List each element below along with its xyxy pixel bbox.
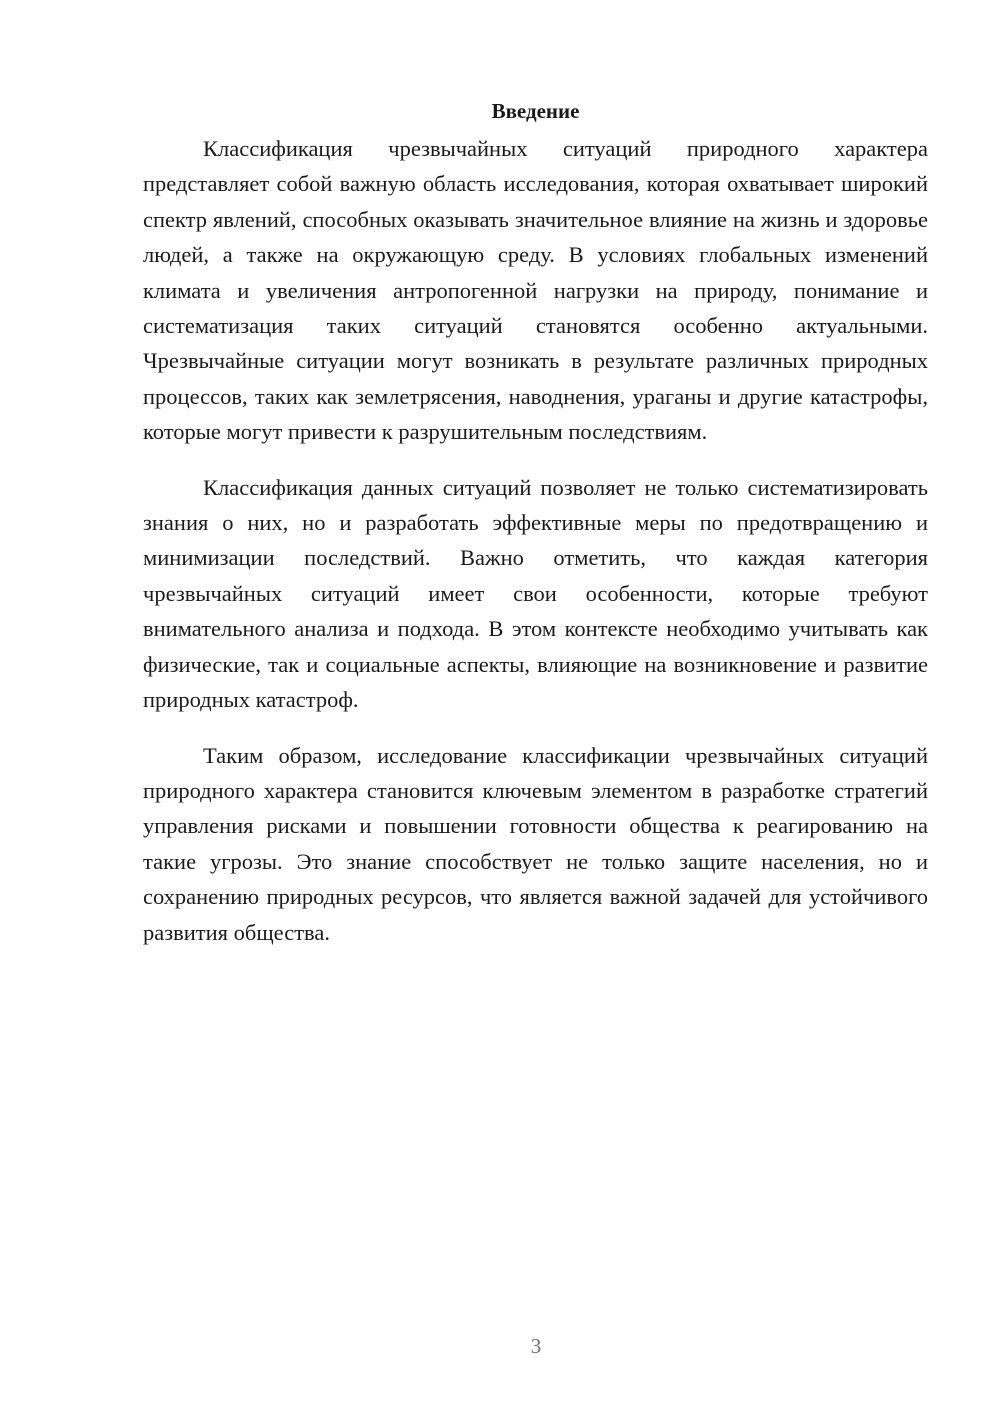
intro-paragraph-2: Классификация данных ситуаций позволяет не только систематизировать знания о них, но и разработать эффективные меры по предотвращению и минимизации последствий. Важно отметить, что каждая категория чрезвычайных ситуаций имеет свои особенности, которые требуют внимательного анализа и подхода. В этом контексте необходимо учитывать как физические, так и социальные аспекты, влияющие на возникновение и развитие природных катастроф. xyxy=(143,474,928,713)
intro-paragraph-1: Классификация чрезвычайных ситуаций природного характера представляет собой важную область исследования, которая охватывает широкий спектр явлений, способных оказывать значительное влияние на жизнь и здоровье людей, а также на окружающую среду. В условиях глобальных изменений климата и увеличения антропогенной нагрузки на природу, понимание и систематизация таких ситуаций становятся особенно актуальными. Чрезвычайные ситуации могут возникать в результате различных природных процессов, таких как землетрясения, наводнения, ураганы и другие катастрофы, которые могут привести к разрушительным последствиям. xyxy=(143,136,928,445)
page-number: 3 xyxy=(530,1334,542,1358)
page-body xyxy=(143,96,928,970)
intro-paragraph-3: Таким образом, исследование классификации чрезвычайных ситуаций природного характера становится ключевым элементом в разработке стратегий управления рисками и повышении готовности общества к реагированию на такие угрозы. Это знание способствует не только защите населения, но и сохранению природных ресурсов, что является важной задачей для устойчивого развития общества. xyxy=(143,742,928,945)
section-title: Введение xyxy=(491,99,580,123)
